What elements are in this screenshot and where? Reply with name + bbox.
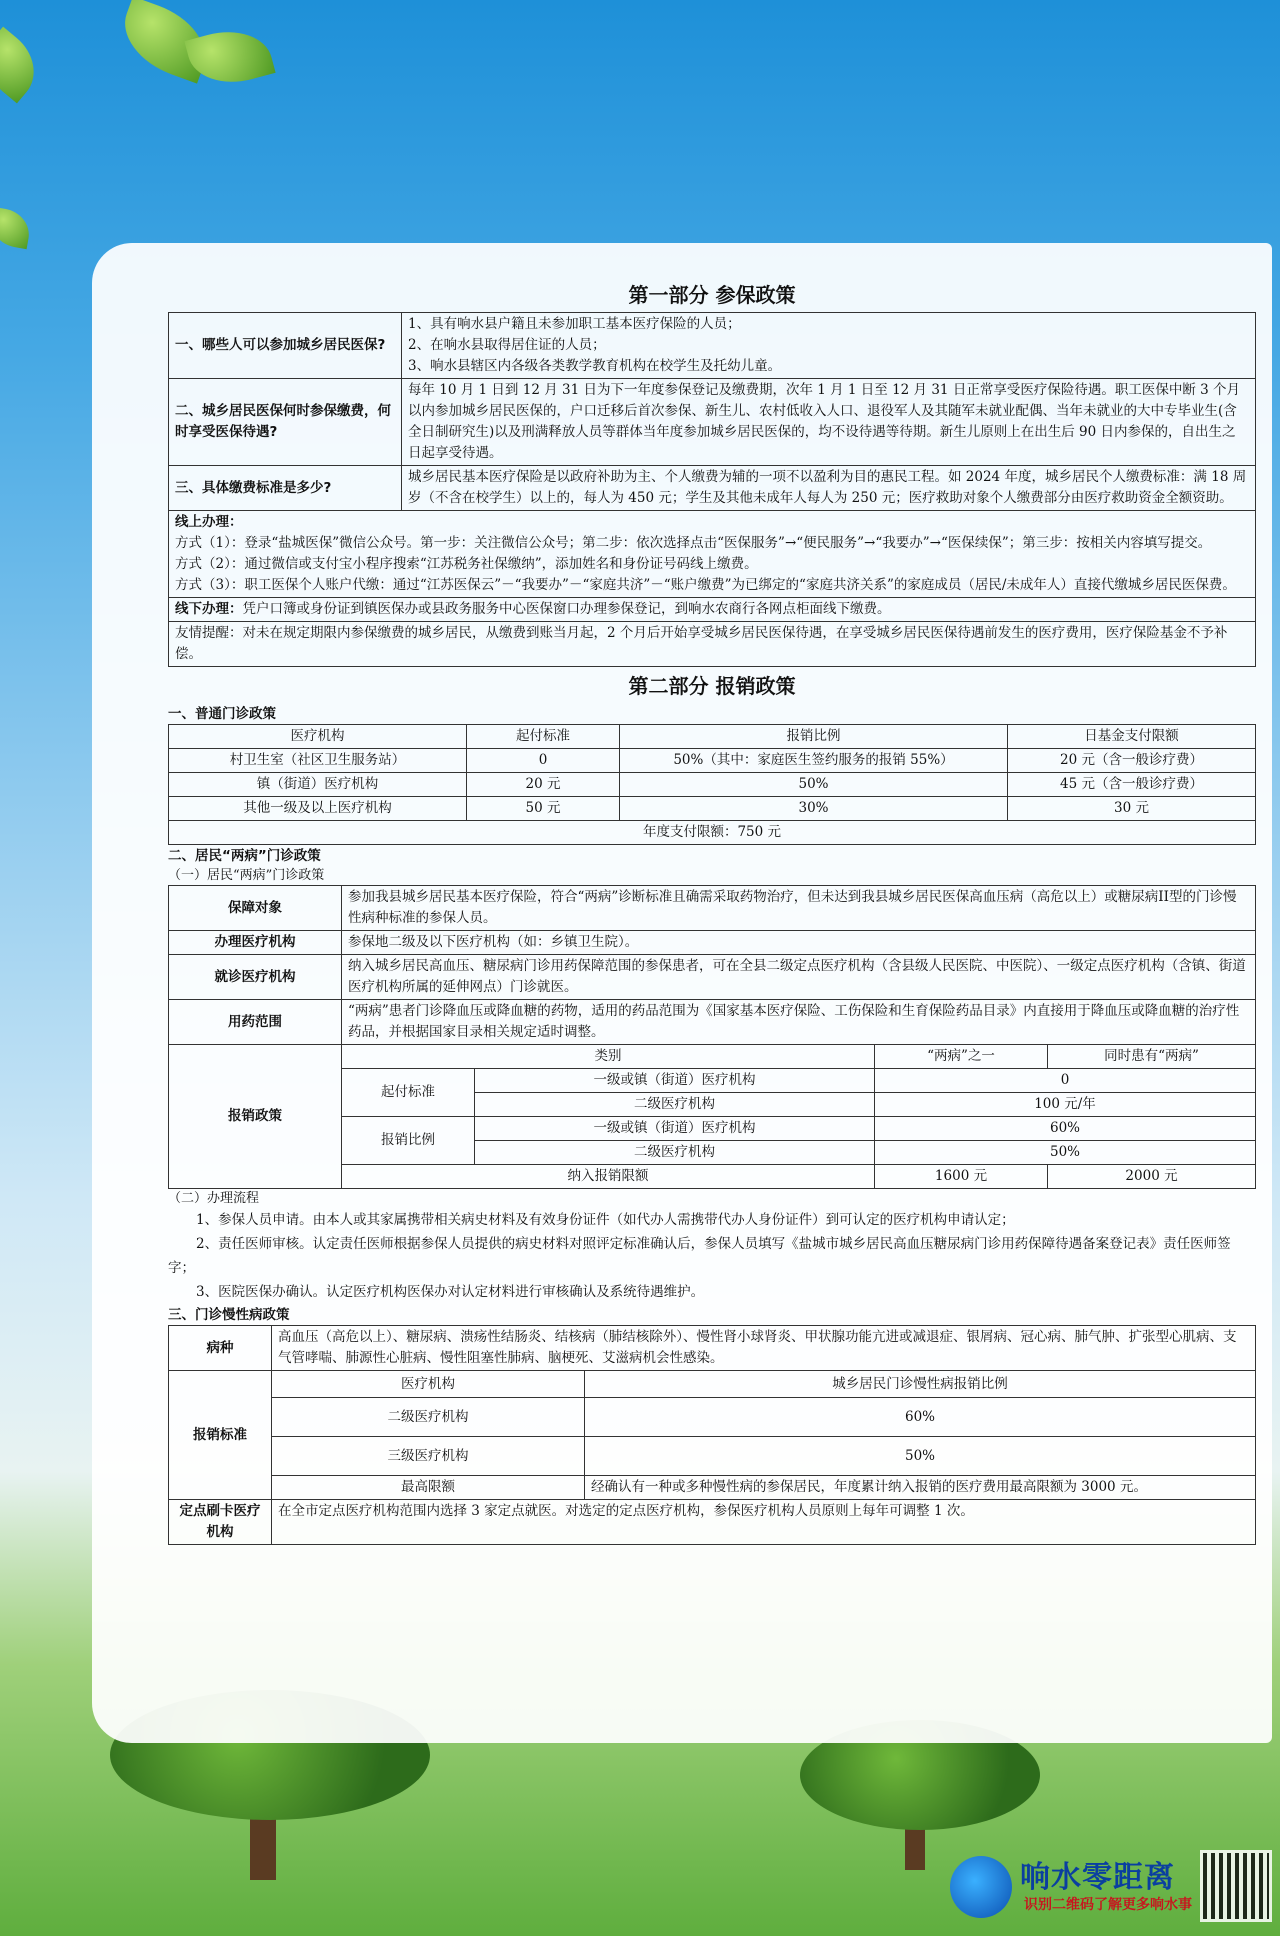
answer-line: 3、响水县辖区内各级各类教学教育机构在校学生及托幼儿童。 bbox=[408, 358, 782, 374]
row-label: 报销政策 bbox=[169, 1045, 342, 1189]
table-cell: 二级医疗机构 bbox=[272, 1398, 585, 1437]
section2-sub1: （一）居民“两病”门诊政策 bbox=[168, 868, 325, 883]
outpatient-table bbox=[168, 724, 1256, 845]
row-label: 保障对象 bbox=[169, 886, 342, 931]
part1-table bbox=[168, 312, 1256, 667]
chronic-table bbox=[168, 1325, 1256, 1545]
answer-cell: 每年 10 月 1 日到 12 月 31 日为下一年度参保登记及缴费期，次年 1 月 1 日至 12 月 31 日正常享受医疗保险待遇。职工医保中断 3 个月以内参加城乡居民医保的，户口迁移后首次参保、新生儿、农村低收入人口、退役军人及其随军未就业配偶、当年未就业的大中专毕业生(含全日制研究生)以及刑满释放人员等群体当年度参加城乡居民医保的，均不设待遇等待期。新生儿原则上在出生后 90 日内参保的，自出生之日起享受待遇。 bbox=[402, 379, 1256, 466]
table-row bbox=[169, 955, 1256, 1000]
table-cell: 最高限额 bbox=[272, 1476, 585, 1500]
table-row bbox=[169, 797, 1256, 821]
two-disease-table bbox=[168, 885, 1256, 1189]
table-cell: 20 元（含一般诊疗费） bbox=[1008, 749, 1256, 773]
brand-name: 响水零距离 bbox=[1020, 1860, 1175, 1895]
section3-title: 三、门诊慢性病政策 bbox=[168, 1307, 290, 1323]
leaf-decoration bbox=[0, 207, 33, 249]
offline-title: 线下办理： bbox=[175, 601, 243, 617]
online-title: 线上办理： bbox=[175, 514, 243, 530]
table-row bbox=[169, 1371, 1256, 1398]
offline-cell bbox=[169, 598, 1256, 622]
table-cell: 50%（其中：家庭医生签约服务的报销 55%） bbox=[620, 749, 1008, 773]
table-cell: 村卫生室（社区卫生服务站） bbox=[169, 749, 467, 773]
table-row bbox=[169, 313, 1256, 379]
row-label: 办理医疗机构 bbox=[169, 931, 342, 955]
annual-limit: 年度支付限额：750 元 bbox=[169, 821, 1256, 845]
online-method: 方式（1）：登录“盐城医保”微信公众号。第一步：关注微信公众号；第二步：依次选择点击“医保服务”→“便民服务”→“我要办”→“医保续保”；第三步：按相关内容填写提交。 bbox=[175, 535, 1212, 551]
online-cell bbox=[169, 511, 1256, 598]
row-text: 高血压（高危以上）、糖尿病、溃疡性结肠炎、结核病（肺结核除外）、慢性肾小球肾炎、甲状腺功能亢进或减退症、银屑病、冠心病、肺气肿、扩张型心肌病、支气管哮喘、肺源性心脏病、慢性阻塞性肺病、脑梗死、艾滋病机会性感染。 bbox=[272, 1326, 1256, 1371]
row-text: “两病”患者门诊降血压或降血糖的药物，适用的药品范围为《国家基本医疗保险、工伤保险和生育保险药品目录》内直接用于降血压或降血糖的治疗性药品，并根据国家目录相关规定适时调整。 bbox=[342, 1000, 1256, 1045]
table-cell: 45 元（含一般诊疗费） bbox=[1008, 773, 1256, 797]
section1-title: 一、普通门诊政策 bbox=[168, 706, 276, 722]
reminder-cell: 友情提醒：对未在规定期限内参保缴费的城乡居民，从缴费到账当月起，2 个月后开始享受城乡居民医保待遇，在享受城乡居民医保待遇前发生的医疗费用，医疗保险基金不予补偿。 bbox=[169, 622, 1256, 667]
table-row bbox=[169, 1437, 1256, 1476]
table-cell: 经确认有一种或多种慢性病的参保居民，年度累计纳入报销的医疗费用最高限额为 3000 元。 bbox=[585, 1476, 1256, 1500]
answer-line: 2、在响水县取得居住证的人员； bbox=[408, 337, 606, 353]
table-cell: 60% bbox=[585, 1398, 1256, 1437]
col-header: 日基金支付限额 bbox=[1008, 725, 1256, 749]
table-row bbox=[169, 931, 1256, 955]
part1-title: 第一部分 参保政策 bbox=[628, 283, 796, 307]
section2-sub2: （二）办理流程 bbox=[168, 1191, 260, 1206]
offline-text: 凭户口簿或身份证到镇医保办或县政务服务中心医保窗口办理参保登记，到响水农商行各网点柜面线下缴费。 bbox=[242, 601, 891, 617]
answer-cell: 城乡居民基本医疗保险是以政府补助为主、个人缴费为辅的一项不以盈利为目的惠民工程。如 2024 年度，城乡居民个人缴费标准：满 18 周岁（不含在校学生）以上的，每人为 450 元；学生及其他未成年人每人为 250 元；医疗救助对象个人缴费部分由医疗救助资金全额资助。 bbox=[402, 466, 1256, 511]
table-cell: 二级医疗机构 bbox=[475, 1141, 875, 1165]
section2-title: 二、居民“两病”门诊政策 bbox=[168, 848, 321, 864]
question-cell: 三、具体缴费标准是多少? bbox=[169, 466, 402, 511]
table-cell: 2000 元 bbox=[1048, 1165, 1256, 1189]
qr-code-icon[interactable] bbox=[1200, 1850, 1272, 1922]
col-header: 医疗机构 bbox=[272, 1371, 585, 1398]
question-cell: 一、哪些人可以参加城乡居民医保? bbox=[169, 313, 402, 379]
row-text: 在全市定点医疗机构范围内选择 3 家定点就医。对选定的定点医疗机构，参保医疗机构人员原则上每年可调整 1 次。 bbox=[272, 1500, 1256, 1545]
table-row bbox=[169, 821, 1256, 845]
row-text: 参保地二级及以下医疗机构（如：乡镇卫生院）。 bbox=[342, 931, 1256, 955]
footer-brand bbox=[950, 1850, 1270, 1920]
table-row bbox=[169, 886, 1256, 931]
group-label: 起付标准 bbox=[342, 1069, 475, 1117]
row-text: 纳入城乡居民高血压、糖尿病门诊用药保障范围的参保患者，可在全县二级定点医疗机构（含县级人民医院、中医院）、一级定点医疗机构（含镇、街道医疗机构所属的延伸网点）门诊就医。 bbox=[342, 955, 1256, 1000]
process-steps bbox=[168, 1208, 1256, 1304]
table-cell: 60% bbox=[875, 1117, 1256, 1141]
table-cell: 其他一级及以上医疗机构 bbox=[169, 797, 467, 821]
table-row bbox=[169, 466, 1256, 511]
table-cell: 50% bbox=[875, 1141, 1256, 1165]
table-cell: 50 元 bbox=[467, 797, 620, 821]
process-step: 1、参保人员申请。由本人或其家属携带相关病史材料及有效身份证件（如代办人需携带代办人身份证件）到可认定的医疗机构申请认定； bbox=[196, 1212, 1015, 1228]
col-header: 起付标准 bbox=[467, 725, 620, 749]
row-label: 就诊医疗机构 bbox=[169, 955, 342, 1000]
row-label: 定点刷卡医疗机构 bbox=[169, 1500, 272, 1545]
brand-tagline: 识别二维码了解更多响水事 bbox=[1024, 1897, 1192, 1913]
table-cell: 0 bbox=[875, 1069, 1256, 1093]
table-cell: 0 bbox=[467, 749, 620, 773]
table-cell: 三级医疗机构 bbox=[272, 1437, 585, 1476]
table-cell: 50% bbox=[620, 773, 1008, 797]
answer-cell bbox=[402, 313, 1256, 379]
row-label: 用药范围 bbox=[169, 1000, 342, 1045]
table-cell: 纳入报销限额 bbox=[342, 1165, 875, 1189]
document-content bbox=[168, 278, 1256, 1545]
process-step: 3、医院医保办确认。认定医疗机构医保办对认定材料进行审核确认及系统待遇维护。 bbox=[196, 1284, 705, 1300]
table-row bbox=[169, 1000, 1256, 1045]
question-cell: 二、城乡居民医保何时参保缴费，何时享受医保待遇? bbox=[169, 379, 402, 466]
col-header: 报销比例 bbox=[620, 725, 1008, 749]
table-cell: 30% bbox=[620, 797, 1008, 821]
table-cell: 一级或镇（街道）医疗机构 bbox=[475, 1069, 875, 1093]
answer-line: 1、具有响水县户籍且未参加职工基本医疗保险的人员； bbox=[408, 316, 741, 332]
table-cell: 20 元 bbox=[467, 773, 620, 797]
part2-title: 第二部分 报销政策 bbox=[628, 674, 796, 698]
table-cell: 1600 元 bbox=[875, 1165, 1048, 1189]
group-label: 报销比例 bbox=[342, 1117, 475, 1165]
table-row bbox=[169, 773, 1256, 797]
table-cell: 二级医疗机构 bbox=[475, 1093, 875, 1117]
table-cell: 一级或镇（街道）医疗机构 bbox=[475, 1117, 875, 1141]
leaf-decoration bbox=[184, 21, 275, 94]
brand-logo-icon bbox=[950, 1856, 1012, 1918]
table-row bbox=[169, 379, 1256, 466]
col-header: 同时患有“两病” bbox=[1048, 1045, 1256, 1069]
table-header-row bbox=[169, 725, 1256, 749]
table-cell: 镇（街道）医疗机构 bbox=[169, 773, 467, 797]
table-row bbox=[169, 1398, 1256, 1437]
table-cell: 50% bbox=[585, 1437, 1256, 1476]
table-row bbox=[169, 1476, 1256, 1500]
table-row bbox=[169, 598, 1256, 622]
col-header: 类别 bbox=[342, 1045, 875, 1069]
online-method: 方式（2）：通过微信或支付宝小程序搜索“江苏税务社保缴纳”，添加姓名和身份证号码线上缴费。 bbox=[175, 556, 758, 572]
table-cell: 100 元/年 bbox=[875, 1093, 1256, 1117]
table-row bbox=[169, 1500, 1256, 1545]
row-text: 参加我县城乡居民基本医疗保险，符合“两病”诊断标准且确需采取药物治疗，但未达到我县城乡居民医保高血压病（高危以上）或糖尿病II型的门诊慢性病种标准的参保人员。 bbox=[342, 886, 1256, 931]
table-row bbox=[169, 511, 1256, 598]
row-label: 报销标准 bbox=[169, 1371, 272, 1500]
table-row bbox=[169, 749, 1256, 773]
table-row bbox=[169, 622, 1256, 667]
online-method: 方式（3）：职工医保个人账户代缴：通过“江苏医保云”－“我要办”－“家庭共济”－“账户缴费”为已绑定的“家庭共济关系”的家庭成员（居民/未成年人）直接代缴城乡居民医保费。 bbox=[175, 577, 1236, 593]
leaf-decoration bbox=[0, 27, 49, 104]
col-header: “两病”之一 bbox=[875, 1045, 1048, 1069]
process-step: 2、责任医师审核。认定责任医师根据参保人员提供的病史材料对照评定标准确认后，参保人员填写《盐城市城乡居民高血压糖尿病门诊用药保障待遇备案登记表》责任医师签字； bbox=[168, 1236, 1231, 1276]
row-label: 病种 bbox=[169, 1326, 272, 1371]
col-header: 医疗机构 bbox=[169, 725, 467, 749]
table-cell: 30 元 bbox=[1008, 797, 1256, 821]
table-row bbox=[169, 1326, 1256, 1371]
col-header: 城乡居民门诊慢性病报销比例 bbox=[585, 1371, 1256, 1398]
table-row bbox=[169, 1045, 1256, 1069]
